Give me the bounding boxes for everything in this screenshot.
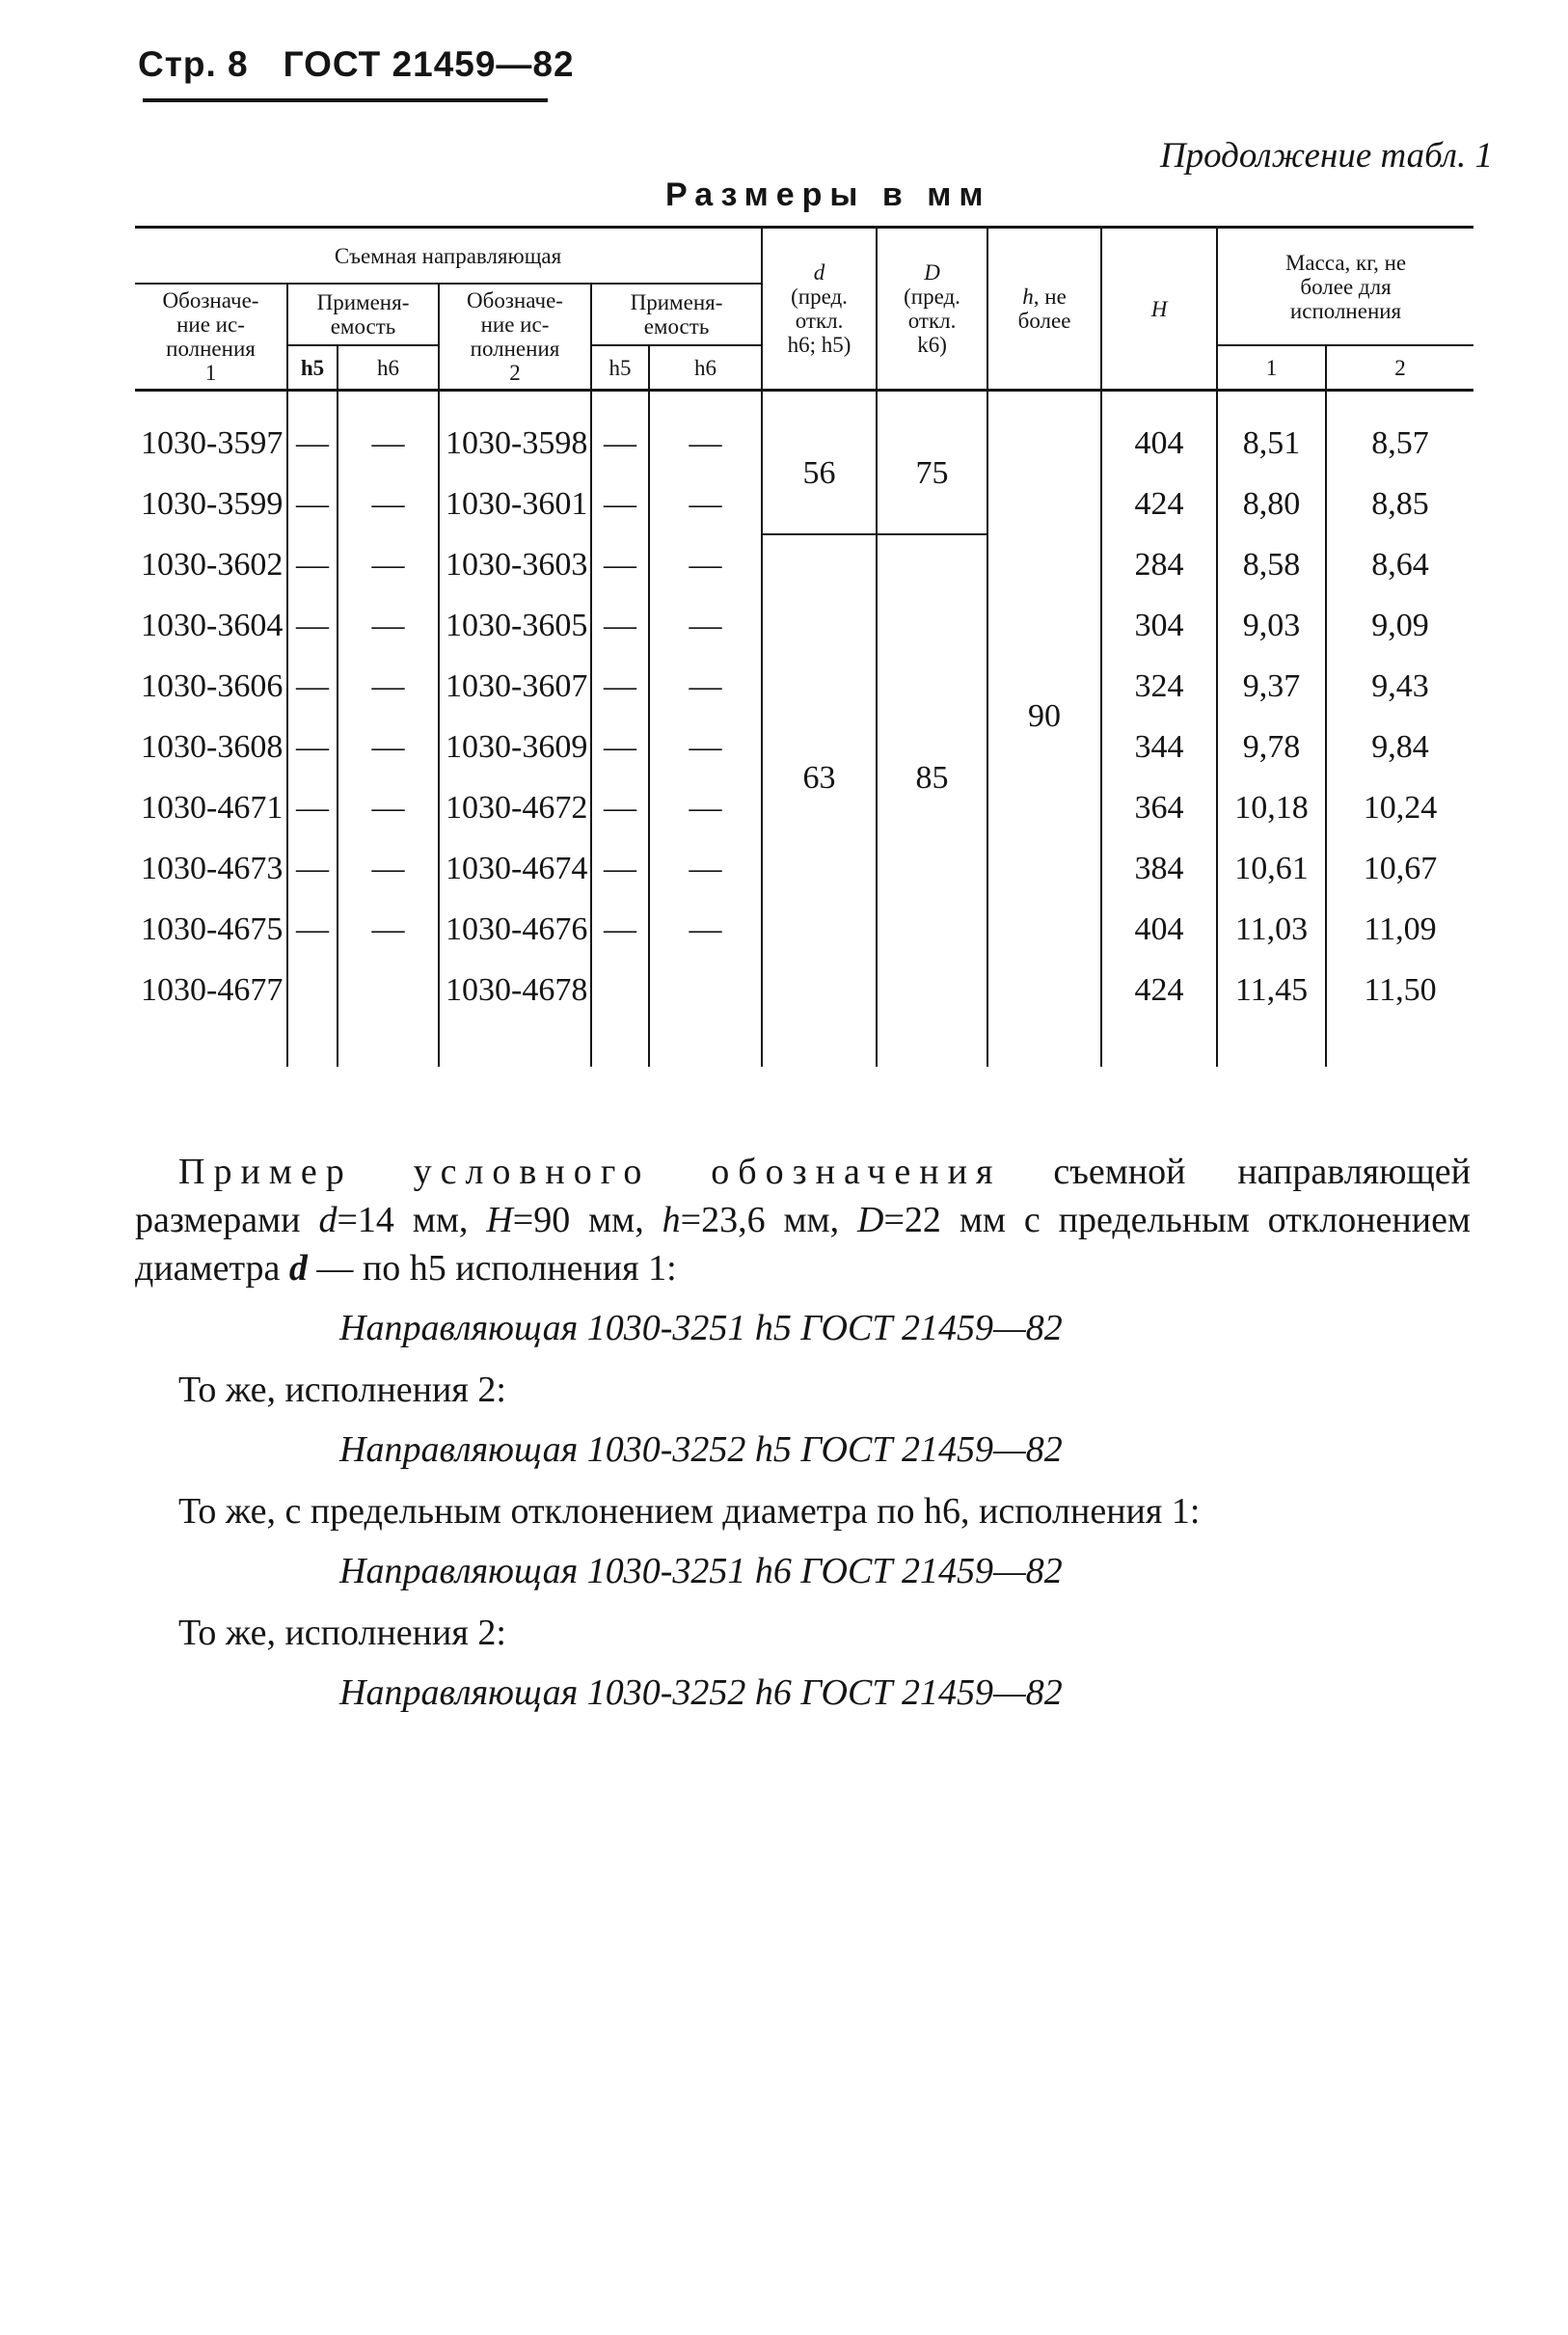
d-cell: 63 <box>762 534 877 1020</box>
mass-2-cell: 9,84 <box>1326 717 1473 777</box>
header-designation-2: Обозначе- ние ис- полнения 2 <box>439 284 591 391</box>
designation-2: Направляющая 1030-3252 h5 ГОСТ 21459—82 <box>339 1429 1063 1470</box>
designation-1-cell: 1030-3608 <box>141 728 284 765</box>
designation-2-cell: 1030-4672 <box>439 777 591 838</box>
h-cell: 90 <box>987 391 1101 1021</box>
page-number: Стр. 8 <box>138 44 249 84</box>
applicability-h5-1-cell: — <box>287 717 338 777</box>
spacer-cell <box>987 1020 1101 1067</box>
spacer-cell <box>1217 1020 1326 1067</box>
applicability-h6-1-cell: — <box>338 656 439 717</box>
table-row <box>135 534 1473 595</box>
designation-example <box>135 1148 1471 1730</box>
applicability-h6-2-cell: — <box>649 534 762 595</box>
applicability-h5-1-cell: — <box>287 656 338 717</box>
mass-2-cell: 8,85 <box>1326 474 1473 534</box>
header-h6-1: h6 <box>338 345 439 391</box>
header-d: d (пред. откл. h6; h5) <box>762 228 877 391</box>
designation-2-cell: 1030-4676 <box>439 899 591 960</box>
H-cell: 324 <box>1101 656 1217 717</box>
mass-1-cell: 8,58 <box>1217 534 1326 595</box>
applicability-h6-2-cell <box>649 960 762 1020</box>
designation-2-cell: 1030-3607 <box>439 656 591 717</box>
applicability-h6-1-cell: — <box>338 899 439 960</box>
applicability-h6-1-cell: — <box>338 595 439 656</box>
d-cell: 56 <box>762 391 877 535</box>
designation-2-cell: 1030-3598 <box>439 391 591 475</box>
applicability-h6-1-cell: — <box>338 777 439 838</box>
applicability-h5-1-cell: — <box>287 391 338 475</box>
spacer-cell <box>135 1020 287 1067</box>
applicability-h5-1-cell <box>287 960 338 1020</box>
header-D: D (пред. откл. k6) <box>877 228 987 391</box>
designation-2-cell: 1030-4674 <box>439 838 591 899</box>
mass-1-cell: 10,18 <box>1217 777 1326 838</box>
applicability-h5-2-cell: — <box>591 391 649 475</box>
applicability-h5-1-cell: — <box>287 899 338 960</box>
spacer-cell <box>649 1020 762 1067</box>
designation-1-cell: 1030-4677 <box>141 971 284 1008</box>
applicability-h5-2-cell: — <box>591 656 649 717</box>
designation-3: Направляющая 1030-3251 h6 ГОСТ 21459—82 <box>339 1551 1063 1591</box>
applicability-h5-1-cell: — <box>287 534 338 595</box>
H-cell: 424 <box>1101 474 1217 534</box>
mass-2-cell: 11,50 <box>1326 960 1473 1020</box>
mass-1-cell: 8,51 <box>1217 391 1326 475</box>
page-header <box>138 44 575 85</box>
applicability-h5-1-cell: — <box>287 838 338 899</box>
header-applicability-1: Применя- емость <box>287 284 439 345</box>
header-applicability-2: Применя- емость <box>591 284 762 345</box>
header-h6-2: h6 <box>649 345 762 391</box>
designation-2-cell: 1030-3603 <box>439 534 591 595</box>
mass-1-cell: 9,78 <box>1217 717 1326 777</box>
H-cell: 424 <box>1101 960 1217 1020</box>
spacer-cell <box>439 1020 591 1067</box>
D-cell: 75 <box>877 391 987 535</box>
header-d-symbol: d <box>813 260 825 285</box>
H-cell: 304 <box>1101 595 1217 656</box>
applicability-h5-2-cell: — <box>591 777 649 838</box>
H-cell: 404 <box>1101 899 1217 960</box>
designation-2-cell: 1030-3601 <box>439 474 591 534</box>
table-caption: Продолжение табл. 1 <box>1159 136 1493 176</box>
applicability-h5-1-cell: — <box>287 777 338 838</box>
mass-1-cell: 8,80 <box>1217 474 1326 534</box>
standard-number: ГОСТ 21459—82 <box>283 44 575 84</box>
H-cell: 344 <box>1101 717 1217 777</box>
header-designation-1: Обозначе- ние ис- полнения 1 <box>162 288 259 385</box>
header-h5-1: h5 <box>287 345 338 391</box>
table-body <box>135 391 1473 1068</box>
applicability-h5-2-cell: — <box>591 474 649 534</box>
applicability-h5-2-cell: — <box>591 899 649 960</box>
designation-1-cell: 1030-4673 <box>141 850 284 886</box>
spacer-cell <box>1326 1020 1473 1067</box>
mass-2-cell: 8,64 <box>1326 534 1473 595</box>
applicability-h6-2-cell: — <box>649 656 762 717</box>
designation-1-cell: 1030-4675 <box>141 910 284 947</box>
mass-1-cell: 9,03 <box>1217 595 1326 656</box>
spacer-cell <box>287 1020 338 1067</box>
mass-2-cell: 9,09 <box>1326 595 1473 656</box>
mass-1-cell: 11,03 <box>1217 899 1326 960</box>
H-cell: 384 <box>1101 838 1217 899</box>
header-h: h, не более <box>987 228 1101 391</box>
applicability-h6-2-cell: — <box>649 717 762 777</box>
applicability-h6-2-cell: — <box>649 391 762 475</box>
applicability-h6-1-cell: — <box>338 474 439 534</box>
header-mass: Масса, кг, не более для исполнения <box>1217 228 1473 346</box>
applicability-h6-2-cell: — <box>649 474 762 534</box>
spacer-cell <box>338 1020 439 1067</box>
designation-1-cell: 1030-3604 <box>141 607 284 643</box>
designation-1: Направляющая 1030-3251 h5 ГОСТ 21459—82 <box>339 1308 1063 1348</box>
same-exec-2: То же, исполнения 2: <box>178 1370 506 1410</box>
mass-2-cell: 10,67 <box>1326 838 1473 899</box>
mass-2-cell: 9,43 <box>1326 656 1473 717</box>
applicability-h5-2-cell: — <box>591 595 649 656</box>
applicability-h6-2-cell: — <box>649 899 762 960</box>
mass-2-cell: 8,57 <box>1326 391 1473 475</box>
table-row <box>135 391 1473 475</box>
designation-2-cell: 1030-3609 <box>439 717 591 777</box>
dimensions-table <box>135 226 1473 1067</box>
designation-2-cell: 1030-4678 <box>439 960 591 1020</box>
spacer-cell <box>762 1020 877 1067</box>
header-h5-2: h5 <box>591 345 649 391</box>
applicability-h6-2-cell: — <box>649 838 762 899</box>
spacer-cell <box>591 1020 649 1067</box>
designation-1-cell: 1030-3597 <box>141 424 284 461</box>
applicability-h6-1-cell: — <box>338 838 439 899</box>
applicability-h6-2-cell: — <box>649 595 762 656</box>
applicability-h6-1-cell: — <box>338 717 439 777</box>
header-D-symbol: D <box>924 260 940 285</box>
designation-1-cell: 1030-3606 <box>141 667 284 704</box>
designation-2-cell: 1030-3605 <box>439 595 591 656</box>
applicability-h5-2-cell: — <box>591 534 649 595</box>
mass-2-cell: 11,09 <box>1326 899 1473 960</box>
applicability-h5-1-cell: — <box>287 474 338 534</box>
same-exec-2b: То же, исполнения 2: <box>178 1613 506 1653</box>
applicability-h5-2-cell <box>591 960 649 1020</box>
mass-2-cell: 10,24 <box>1326 777 1473 838</box>
applicability-h6-2-cell: — <box>649 777 762 838</box>
example-intro: Пример условного обозначения съемной направляющей размерами d=14 мм, H=90 мм, h=23,6 мм, D=22 мм с предельным отклонением диаметра d — по h5 исполнения 1: <box>135 1152 1471 1289</box>
designation-1-cell: 1030-4671 <box>141 789 284 826</box>
applicability-h6-1-cell <box>338 960 439 1020</box>
table-subtitle: Размеры в мм <box>665 176 991 213</box>
header-mass-1: 1 <box>1217 345 1326 391</box>
header-mass-2: 2 <box>1326 345 1473 391</box>
D-cell: 85 <box>877 534 987 1020</box>
header-rule <box>143 98 548 102</box>
spacer-cell <box>877 1020 987 1067</box>
applicability-h6-1-cell: — <box>338 391 439 475</box>
applicability-h5-2-cell: — <box>591 717 649 777</box>
header-H: H <box>1101 228 1217 391</box>
header-group-removable-guide: Съемная направляющая <box>135 228 762 285</box>
mass-1-cell: 11,45 <box>1217 960 1326 1020</box>
mass-1-cell: 10,61 <box>1217 838 1326 899</box>
designation-1-cell: 1030-3602 <box>141 546 284 583</box>
table-bottom-spacer <box>135 1020 1473 1067</box>
mass-1-cell: 9,37 <box>1217 656 1326 717</box>
spacer-cell <box>1101 1020 1217 1067</box>
H-cell: 364 <box>1101 777 1217 838</box>
H-cell: 284 <box>1101 534 1217 595</box>
applicability-h5-2-cell: — <box>591 838 649 899</box>
designation-4: Направляющая 1030-3252 h6 ГОСТ 21459—82 <box>339 1672 1063 1713</box>
applicability-h5-1-cell: — <box>287 595 338 656</box>
applicability-h6-1-cell: — <box>338 534 439 595</box>
designation-1-cell: 1030-3599 <box>141 485 284 522</box>
same-h6: То же, с предельным отклонением диаметра по h6, исполнения 1: <box>178 1491 1201 1532</box>
H-cell: 404 <box>1101 391 1217 475</box>
